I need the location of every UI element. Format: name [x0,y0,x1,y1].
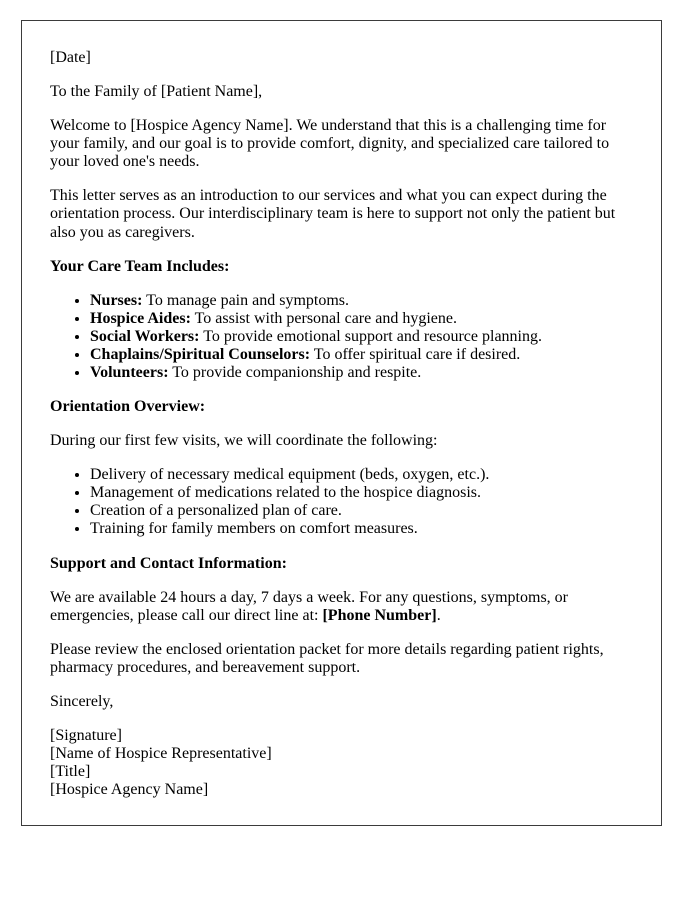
care-team-item [90,346,633,364]
orientation-list [50,466,633,538]
packet-paragraph: Please review the enclosed orientation packet for more details regarding patient rights, pharmacy procedures, and bereavement support. [50,640,604,676]
orientation-item: • Creation of a personalized plan of care. [90,502,633,520]
welcome-paragraph: Welcome to [Hospice Agency Name]. We understand that this is a challenging time for your family, and our goal is to provide comfort, dignity, and specialized care tailored to your loved one's needs. [50,117,610,171]
care-team-heading [50,258,633,276]
signature-block [50,727,633,799]
care-team-role: Volunteers: [90,364,169,382]
intro-paragraph: This letter serves as an introduction to our services and what you can expect during the orientation process. Our interdisciplinary team is here to support not only the patient but also you as caregivers. [50,187,616,241]
care-team-role: Nurses: [90,291,143,309]
orientation-heading [50,398,633,416]
care-team-role: Social Workers: [90,327,200,345]
signature-agency-line: [Hospice Agency Name] [50,781,209,799]
signature-title-line: [Title] [50,763,91,781]
care-team-item [90,292,633,310]
orientation-item: • Delivery of necessary medical equipment (beds, oxygen, etc.). [90,466,633,484]
care-team-desc: To provide companionship and respite. [172,364,422,382]
signature-line: [Signature] [50,727,122,745]
phone-number-placeholder: [Phone Number] [322,606,437,624]
orientation-item: • Management of medications related to the hospice diagnosis. [90,484,633,502]
signature-name-line: [Name of Hospice Representative] [50,745,272,763]
availability-paragraph [50,589,633,625]
care-team-list [50,292,633,382]
care-team-item [90,310,633,328]
closing: Sincerely, [50,692,114,710]
care-team-item [90,364,633,382]
support-heading [50,555,633,573]
care-team-desc: To assist with personal care and hygiene. [194,309,457,327]
care-team-role: Chaplains/Spiritual Counselors: [90,345,311,363]
care-team-desc: To provide emotional support and resource planning. [203,327,542,345]
salutation: To the Family of [Patient Name], [50,83,263,101]
orientation-item: • Training for family members on comfort measures. [90,520,633,538]
date-placeholder: [Date] [50,49,91,66]
orientation-heading-text: Orientation Overview: [50,398,206,416]
care-team-desc: To offer spiritual care if desired. [313,345,521,363]
availability-text-end: . [436,606,441,624]
support-heading-text: Support and Contact Information: [50,554,287,572]
letter-page [21,20,662,826]
care-team-item [90,328,633,346]
availability-text: We are available 24 hours a day, 7 days a week. For any questions, symptoms, or emergencies, please call our direct line at: [50,588,568,624]
orientation-intro: During our first few visits, we will coordinate the following: [50,432,438,450]
care-team-role: Hospice Aides: [90,309,191,327]
care-team-heading-text: Your Care Team Includes: [50,257,230,275]
care-team-desc: To manage pain and symptoms. [146,291,349,309]
